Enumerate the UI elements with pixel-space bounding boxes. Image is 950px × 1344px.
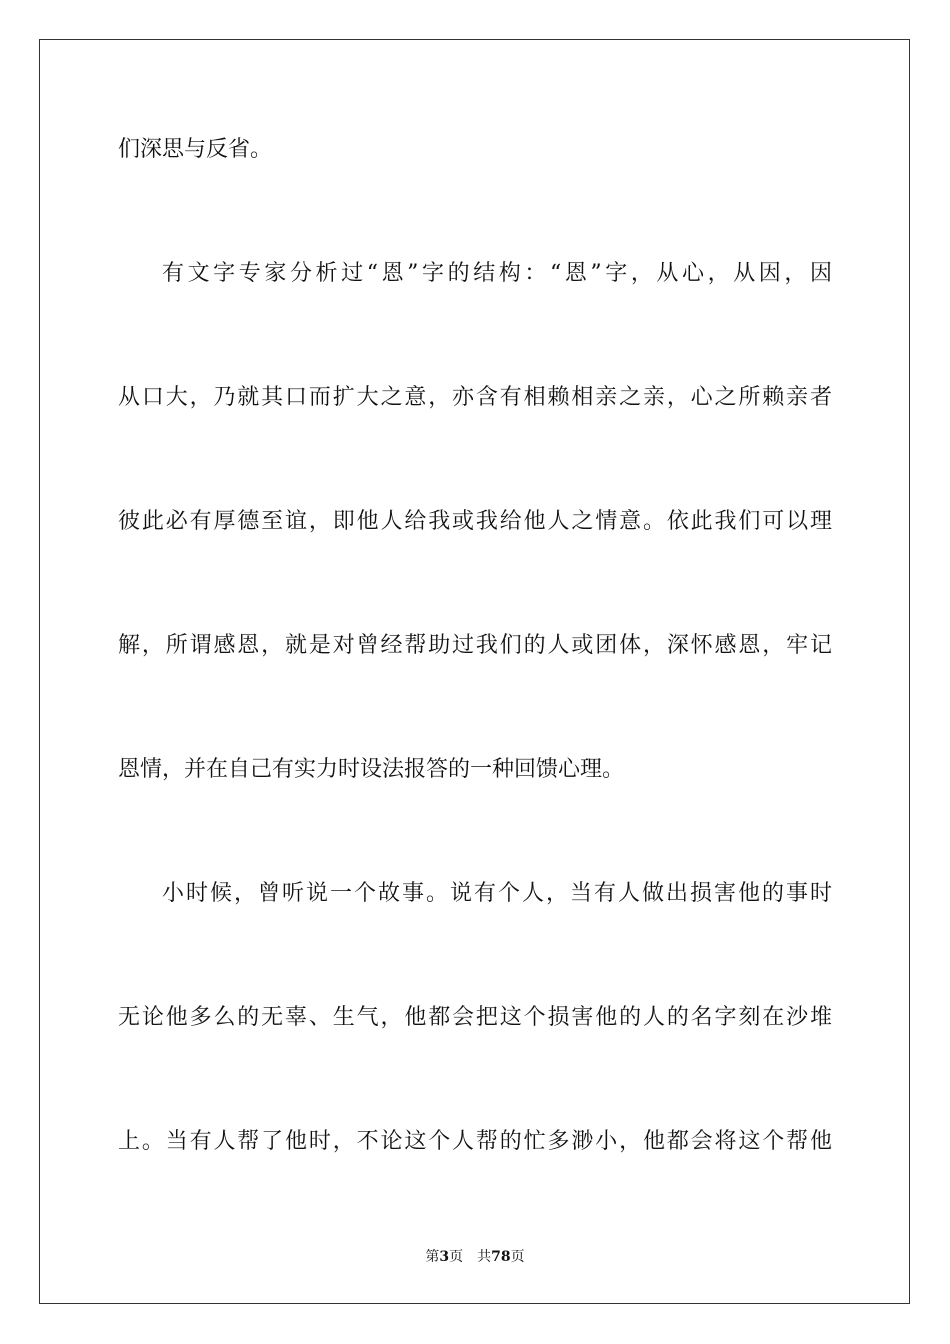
paragraph-start-line: 有文字专家分析过“恩”字的结构：“恩”字，从心，从因，因 xyxy=(162,261,832,286)
total-pages: 78 xyxy=(491,1249,511,1265)
page-footer xyxy=(0,1248,950,1266)
text-line-5: 解，所谓感恩，就是对曾经帮助过我们的人或团体，深怀感恩，牢记 xyxy=(118,633,832,658)
paragraph-start-line: 小时候，曾听说一个故事。说有个人，当有人做出损害他的事时 xyxy=(162,881,832,906)
page-suffix: 页 xyxy=(449,1249,464,1265)
text-line-1: 们深思与反省。 xyxy=(118,137,273,162)
text-line-6: 恩情，并在自己有实力时设法报答的一种回馈心理。 xyxy=(118,757,625,782)
total-prefix: 共 xyxy=(477,1249,492,1265)
text-line-8: 无论他多么的无辜、生气，他都会把这个损害他的人的名字刻在沙堆 xyxy=(118,1005,832,1030)
page-number: 3 xyxy=(439,1249,450,1265)
text-line-3: 从口大，乃就其口而扩大之意，亦含有相赖相亲之亲，心之所赖亲者 xyxy=(118,385,832,410)
page-border xyxy=(39,39,910,1304)
total-suffix: 页 xyxy=(510,1249,525,1265)
text-line-9: 上。当有人帮了他时，不论这个人帮的忙多渺小，他都会将这个帮他 xyxy=(118,1129,832,1154)
page-prefix: 第 xyxy=(425,1249,440,1265)
text-line-4: 彼此必有厚德至谊，即他人给我或我给他人之情意。依此我们可以理 xyxy=(118,509,832,534)
